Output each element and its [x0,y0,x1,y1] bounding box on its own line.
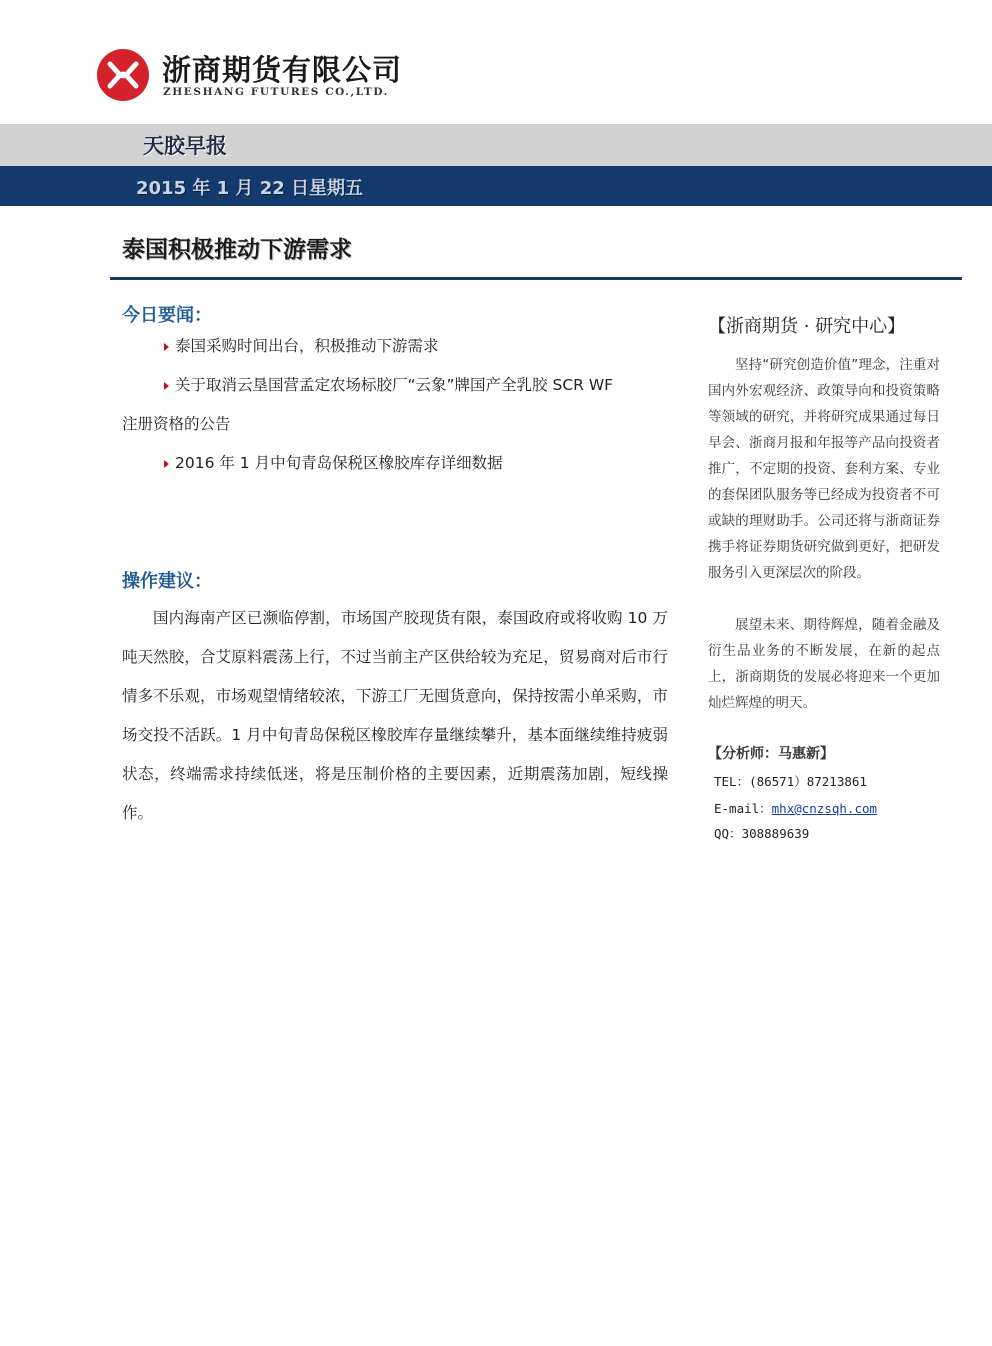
report-date: 2015 年 1 月 22 日星期五 [136,178,364,199]
news-item-continuation: 注册资格的公告 [122,415,231,433]
analyst-qq: QQ：308889639 [714,826,810,841]
email-link[interactable]: mhx@cnzsqh.com [771,801,878,816]
research-center-outlook: 展望未来、期待辉煌，随着金融及衍生品业务的不断发展，在新的起点上，浙商期货的发展必将迎来一个更加灿烂辉煌的明天。 [708,617,940,711]
bullet-icon [164,343,169,351]
research-center-intro: 坚持“研究创造价值”理念，注重对国内外宏观经济、政策导向和投资策略等领域的研究，并将研究成果通过每日早会、浙商月报和年报等产品向投资者推广，不定期的投资、套利方案、专业的套保团队服务等已经成为投资者不可或缺的理财助手。公司还将与浙商证券携手将证券期货研究做到更好，把研发服务引入更深层次的阶段。 [708,357,940,581]
news-item: 2016 年 1 月中旬青岛保税区橡胶库存详细数据 [160,451,503,473]
analyst-tel: TEL：(86571）87213861 [714,774,867,789]
analyst-email: E-mail：mhx@cnzsqh.com [714,801,878,816]
news-item: 泰国采购时间出台，积极推动下游需求 [160,334,439,356]
news-item: 关于取消云垦国营孟定农场标胶厂“云象”牌国产全乳胶 SCR WF [160,373,613,395]
research-center-title: 【浙商期货 · 研究中心】 [708,316,906,337]
news-heading: 今日要闻： [122,305,212,326]
title-divider [110,277,962,280]
company-logo-icon [96,48,150,102]
analyst-heading: 【分析师：马惠新】 [708,746,834,762]
article-title: 泰国积极推动下游需求 [122,237,352,263]
bullet-icon [164,460,169,468]
advice-paragraph: 国内海南产区已濒临停割，市场国产胶现货有限，泰国政府或将收购 10 万吨天然胶，合艾原料震荡上行，不过当前主产区供给较为充足，贸易商对后市行情多不乐观，市场观望情绪较浓，下游工厂无囤货意向，保持按需小单采购，市场交投不活跃。1 月中旬青岛保税区橡胶库存量继续攀升，基本面继续维持疲弱状态，终端需求持续低迷，将是压制价格的主要因素，近期震荡加剧，短线操作。 [122,609,668,822]
bullet-icon [164,382,169,390]
advice-heading: 操作建议： [122,571,212,592]
company-name-cn: 浙商期货有限公司 [162,53,403,87]
report-name: 天胶早报 [143,134,227,158]
company-name-en: ZHESHANG FUTURES CO.,LTD. [163,86,389,98]
